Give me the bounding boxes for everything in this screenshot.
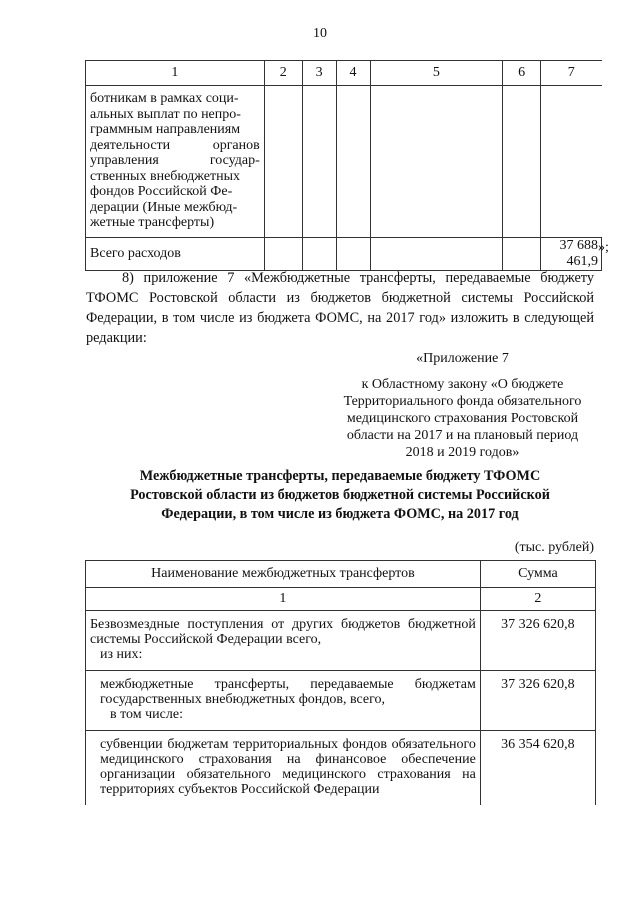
transfer-text: субвенции бюджетам территориальных фондов обязательного медицинского страхования на финансовое обеспечение организации обязательного медицинского страхования на территориях субъектов Российской Федерации (100, 737, 476, 797)
total-label: Всего расходов (86, 237, 265, 270)
header-name: Наименование межбюджетных трансфертов (86, 561, 481, 588)
transfer-name (86, 731, 481, 806)
appendix-line: Территориального фонда обязательного (343, 394, 582, 409)
column-number-row (86, 61, 602, 86)
header-row (86, 561, 596, 588)
row-description (86, 86, 265, 238)
table-row (86, 671, 596, 731)
desc-line: управления государ- (90, 153, 260, 168)
desc-line: ственных внебюджетных (90, 168, 240, 184)
column-number-row (86, 588, 596, 611)
title-line: Межбюджетные трансферты, передаваемые бюджету ТФОМС (139, 468, 541, 484)
col-number: 7 (541, 61, 602, 86)
transfer-name (86, 671, 481, 731)
appendix-line: 2018 и 2019 годов» (405, 445, 520, 460)
header-amount: Сумма (480, 561, 595, 588)
table-row (86, 611, 596, 671)
transfers-table (85, 560, 596, 805)
appendix-line: медицинского страхования Ростовской (346, 411, 579, 426)
page-number: 10 (313, 26, 327, 41)
appendix-line: к Областному закону «О бюджете (361, 377, 564, 392)
document-title (86, 467, 594, 524)
desc-line: альных выплат по непро- (90, 106, 241, 122)
desc-line: ботникам в рамках соци- (90, 91, 239, 106)
transfer-amount: 37 326 620,8 (480, 671, 595, 731)
col-number: 1 (86, 588, 481, 611)
col-number: 1 (86, 61, 265, 86)
desc-line: дерации (Иные межбюд- (90, 199, 238, 215)
appendix-heading: «Приложение 7 (416, 351, 509, 366)
table-row (86, 86, 602, 238)
transfer-subnote: в том числе: (110, 707, 183, 722)
total-row (86, 237, 602, 270)
desc-line: деятельности органов (90, 137, 260, 153)
table-row (86, 731, 596, 806)
total-value: 37 688 461,9 (541, 237, 602, 270)
appendix-reference (330, 350, 595, 461)
expenses-table-continuation (85, 60, 602, 271)
transfer-amount: 36 354 620,8 (480, 731, 595, 806)
transfer-name (86, 611, 481, 671)
transfer-subnote: из них: (100, 647, 143, 662)
col-number: 3 (302, 61, 336, 86)
desc-line: фондов Российской Фе- (90, 184, 233, 199)
desc-line: граммным направлениям (90, 122, 241, 137)
amendment-paragraph: 8) приложение 7 «Межбюджетные трансферты, передаваемые бюджету ТФОМС Ростовской области из бюджетов бюджетной системы Российской Федерации, в том числе из бюджета ФОМС, на 2017 год» изложить в следующей редакции: (86, 270, 594, 346)
col-number: 5 (370, 61, 503, 86)
transfer-text: межбюджетные трансферты, передаваемые бюджетам государственных внебюджетных фондов, всего, (100, 677, 476, 707)
col-number: 2 (480, 588, 595, 611)
desc-line: жетные трансферты) (90, 215, 215, 230)
col-number: 4 (336, 61, 370, 86)
title-line: Федерации, в том числе из бюджета ФОМС, на 2017 год (161, 506, 519, 522)
col-number: 2 (264, 61, 302, 86)
transfer-amount: 37 326 620,8 (480, 611, 595, 671)
col-number: 6 (503, 61, 541, 86)
closing-quote-mark: »; (598, 240, 609, 255)
appendix-line: области на 2017 и на плановый период (346, 428, 579, 443)
title-line: Ростовской области из бюджетов бюджетной системы Российской (130, 487, 550, 503)
unit-label: (тыс. рублей) (514, 540, 594, 555)
transfer-text: Безвозмездные поступления от других бюджетов бюджетной системы Российской Федерации всего, (90, 617, 476, 647)
